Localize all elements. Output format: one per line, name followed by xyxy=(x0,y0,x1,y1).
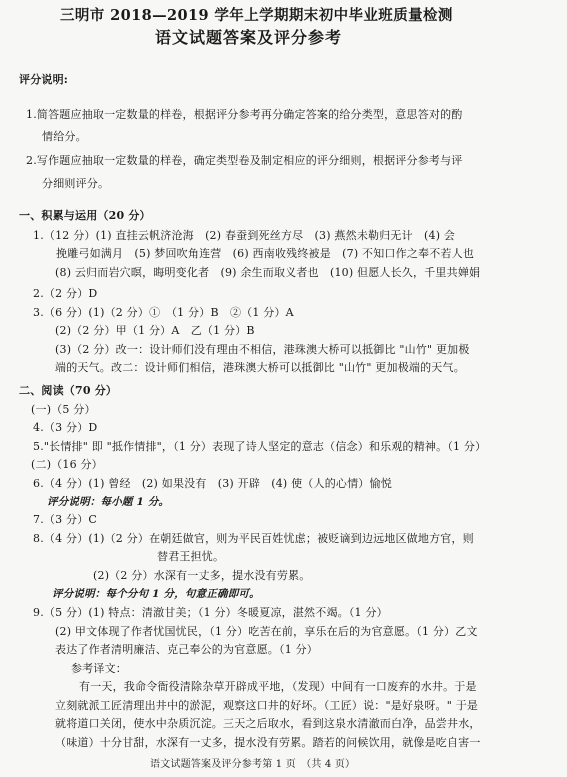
page-footer: 语文试题答案及评分参考第 1 页 （共 4 页） xyxy=(150,759,356,770)
text-line: 3.（6 分）(1)（2 分）① （1 分）B ②（1 分）A xyxy=(33,306,294,319)
text-line: 1.（12 分）(1) 直挂云帆济沧海 (2) 春蚕到死丝方尽 (3) 燕然未勒归无计 (4) 会 xyxy=(33,229,456,242)
text-line: 情给分。 xyxy=(42,130,87,143)
text-line: 参考译文： xyxy=(71,662,127,675)
text-line: (2) 甲文体现了作者忧国忧民，（1 分）吃苦在前，享乐在后的为官意愿。（1 分）乙文 xyxy=(55,625,478,638)
text-line: 9.（5 分）(1) 特点：清澈甘美；（1 分）冬暖夏凉，湛然不竭。（1 分） xyxy=(33,606,388,619)
document-subtitle: 语文试题答案及评分参考 xyxy=(155,28,343,47)
text-line: 立刻就派工匠清理出井中的淤泥，观察这口井的好坏。（工匠）说："是好泉呀。" 于是 xyxy=(55,699,479,712)
text-line: (一)（5 分） xyxy=(31,403,96,416)
scoring-note: 评分说明：每个分句 1 分，句意正确即可。 xyxy=(52,588,260,600)
scoring-note: 评分说明：每小题 1 分。 xyxy=(47,496,170,508)
text-line: (2)（2 分）甲（1 分）A 乙（1 分）B xyxy=(55,324,255,337)
text-line: 挽雕弓如满月 (5) 梦回吹角连营 (6) 西南收残终被是 (7) 不知口作之奉不若人也 xyxy=(56,247,475,260)
text-line: 8.（4 分）(1)（2 分）在朝廷做官，则为平民百姓忧虑；被贬谪到边远地区做地方官，则 xyxy=(33,532,474,545)
text-line: 5."长情排" 即 "抵作情排"，（1 分）表现了诗人坚定的意志（信念）和乐观的精神。（1 分） xyxy=(33,440,487,453)
text-line: 有一天，我命令衙役清除杂草开辟成平地，（发现）中间有一口废弃的水井。于是 xyxy=(79,680,477,693)
text-line: (3)（2 分）改一：设计师们没有理由不相信，港珠澳大桥可以抵御比 "山竹" 更加极 xyxy=(55,343,470,356)
document-title: 三明市 2018—2019 学年上学期期末初中毕业班质量检测 xyxy=(60,7,453,24)
scoring-notes-heading: 评分说明: xyxy=(19,73,69,86)
text-line: (8) 云归而岩穴暝，晦明变化者 (9) 余生而取义者也 (10) 但愿人长久，千里共婵娟 xyxy=(55,266,481,279)
text-line: 4.（3 分）D xyxy=(33,421,98,434)
text-line: 替君王担忧。 xyxy=(157,550,225,563)
text-line: 2.写作题应抽取一定数量的样卷，确定类型卷及制定相应的评分细则，根据评分参考与评 xyxy=(26,154,463,167)
section-heading: 一、积累与运用（20 分） xyxy=(19,209,151,222)
section-heading: 二、阅读（70 分） xyxy=(19,384,118,397)
text-line: 6.（4 分）(1) 曾经 (2) 如果没有 (3) 开辟 (4) 使（人的心情）愉悦 xyxy=(33,477,392,490)
text-line: （味道）十分甘甜，水深有一丈多，提水没有劳累。踏若的问候饮用，就像是吃自害一 xyxy=(55,736,481,749)
text-line: 1.简答题应抽取一定数量的样卷，根据评分参考再分确定答案的给分类型，意思答对的酌 xyxy=(26,108,463,121)
text-line: 分细则评分。 xyxy=(42,177,110,190)
text-line: (二)（16 分） xyxy=(31,458,103,471)
text-line: 端的天气。改二：设计师们相信，港珠澳大桥可以抵御比 "山竹" 更加极端的天气。 xyxy=(55,361,465,374)
text-line: 2.（2 分）D xyxy=(33,287,98,300)
text-line: (2)（2 分）水深有一丈多，提水没有劳累。 xyxy=(93,569,311,582)
text-line: 7.（3 分）C xyxy=(33,513,98,526)
text-line: 表达了作者清明廉洁、克己奉公的为官意愿。（1 分） xyxy=(55,643,318,656)
text-line: 就将道口关闭，使水中杂质沉淀。三天之后取水，看到这泉水清澈而白净，品尝井水， xyxy=(55,717,481,730)
